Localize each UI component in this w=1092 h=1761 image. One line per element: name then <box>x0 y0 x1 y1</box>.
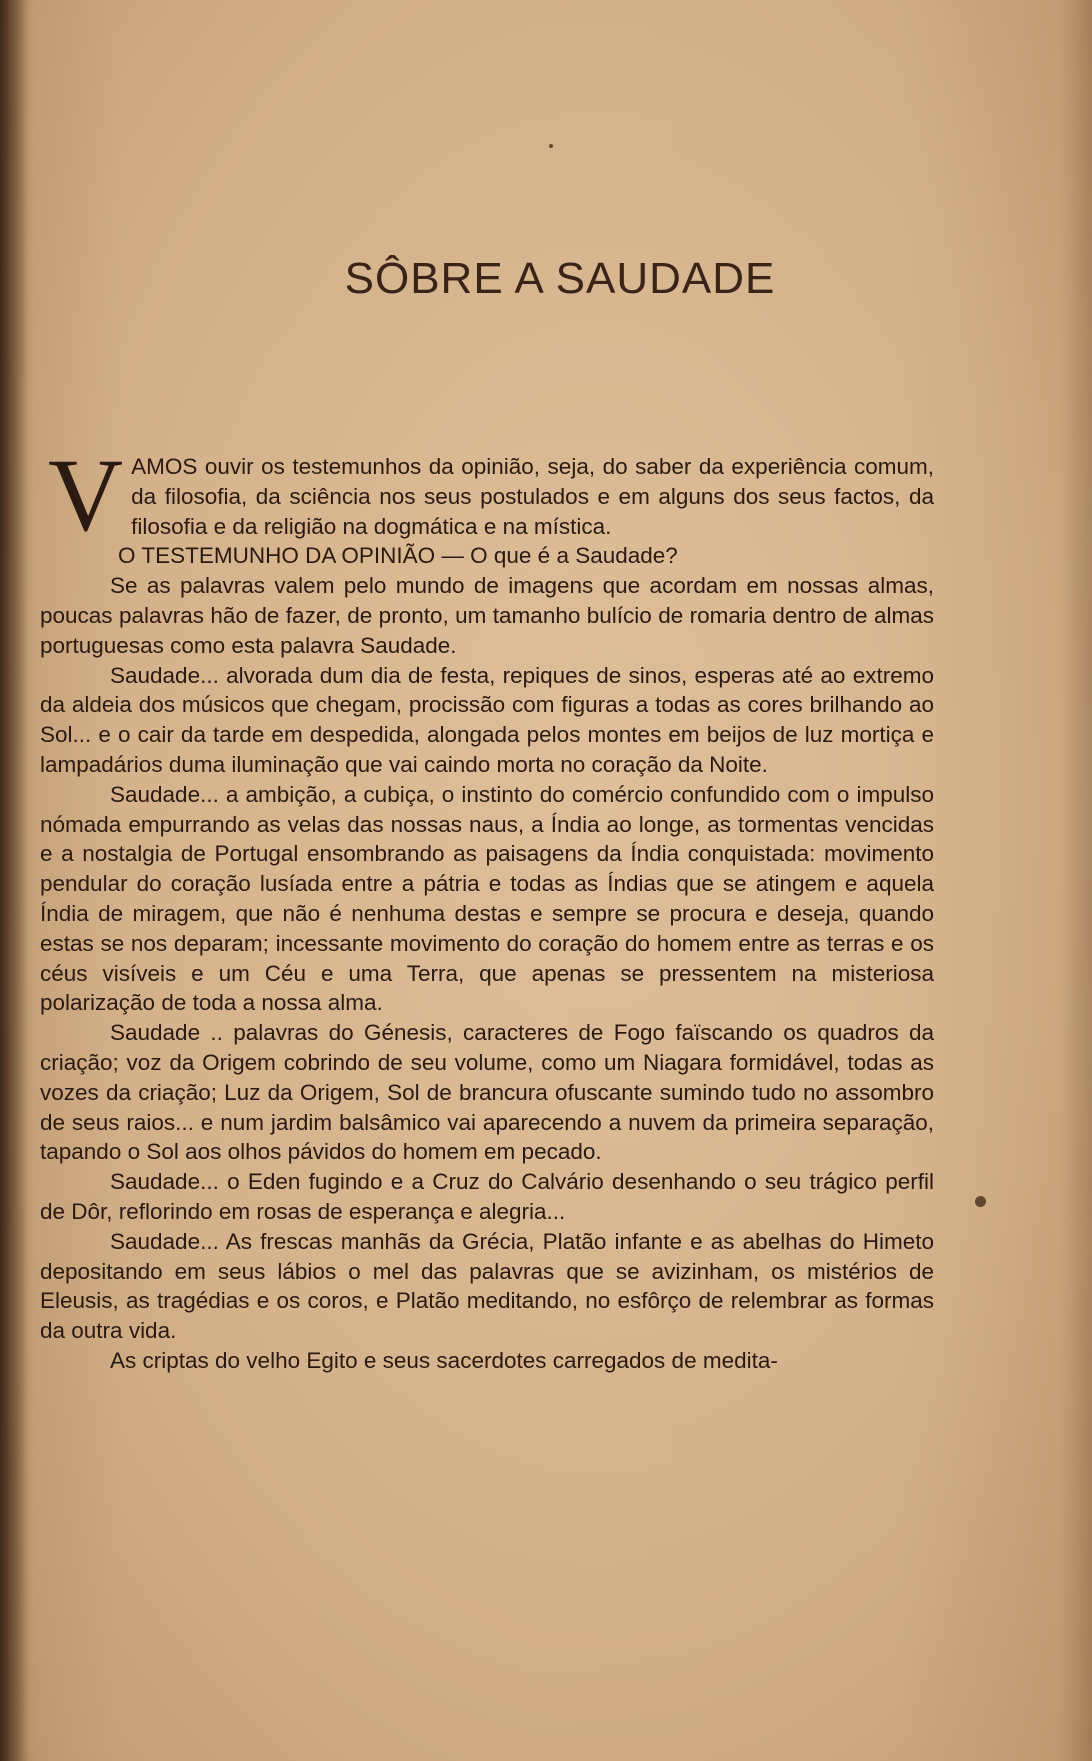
paragraph-text: AMOS ouvir os testemunhos da opinião, seja, do saber da experiência comum, da filosofia, da sciência nos seus postulados e em alguns dos seus factos, da filosofia e da religião na dogmática e na mística. <box>131 454 934 539</box>
chapter-title: SÔBRE A SAUDADE <box>344 254 776 303</box>
paragraph: Se as palavras valem pelo mundo de imagens que acordam em nossas almas, poucas palavras hão de fazer, de pronto, um tamanho bulício de romaria dentro de almas portuguesas como esta palavra Saudade. <box>40 573 934 658</box>
opening-paragraph <box>40 438 934 553</box>
paragraph: Saudade... a ambição, a cubiça, o instinto do comércio confundido com o impulso nómada empurrando as velas das nossas naus, a Índia ao longe, as tormentas vencidas e a nostalgia de Portugal ensombrando as paisagens da Índia conquistada: movimento pendular do coração lusíada entre a pátria e todas as Índias que se atingem e aquela Índia de miragem, que não é nenhuma destas e sempre se procura e deseja, quando estas se nos deparam; incessante movimento do coração do homem entre as terras e os céus visíveis e um Céu e uma Terra, que apenas se pressentem na misteriosa polarização de toda a nossa alma. <box>40 781 934 1016</box>
ink-spot <box>549 144 553 148</box>
drop-cap: V <box>48 438 124 553</box>
paragraph: As criptas do velho Egito e seus sacerdotes carregados de medita- <box>110 1347 778 1373</box>
paragraph: Saudade... As frescas manhãs da Grécia, Platão infante e as abelhas do Himeto depositando em seus lábios o mel das palavras que se avizinham, os mistérios de Eleusis, as tragédias e os coros, e Platão meditando, no esfôrço de relembrar as formas da outra vida. <box>40 1228 934 1344</box>
body-text <box>40 438 934 1376</box>
paragraph: Saudade... alvorada dum dia de festa, repiques de sinos, esperas até ao extremo da aldeia dos músicos que chegam, procissão com figuras a todas as cores brilhando ao Sol... e o cair da tarde em despedida, alongada pelos montes em beijos de luz mortiça e lampadários duma iluminação que vai caindo morta no coração da Noite. <box>40 662 934 777</box>
paragraph: Saudade .. palavras do Génesis, caracteres de Fogo faïscando os quadros da criação; voz da Origem cobrindo de seu volume, como um Niagara formidável, todas as vozes da criação; Luz da Origem, Sol de brancura ofuscante sumindo tudo no assombro de seus raios... e num jardim balsâmico vai aparecendo a nuvem da primeira separação, tapando o Sol aos olhos pávidos do homem em pecado. <box>40 1020 934 1165</box>
paragraph: Saudade... o Eden fugindo e a Cruz do Calvário desenhando o seu trágico perfil de Dôr, reflorindo em rosas de esperança e alegria... <box>40 1169 934 1224</box>
section-heading: O TESTEMUNHO DA OPINIÃO — O que é a Saudade? <box>118 543 678 569</box>
ink-spot <box>975 1196 986 1207</box>
